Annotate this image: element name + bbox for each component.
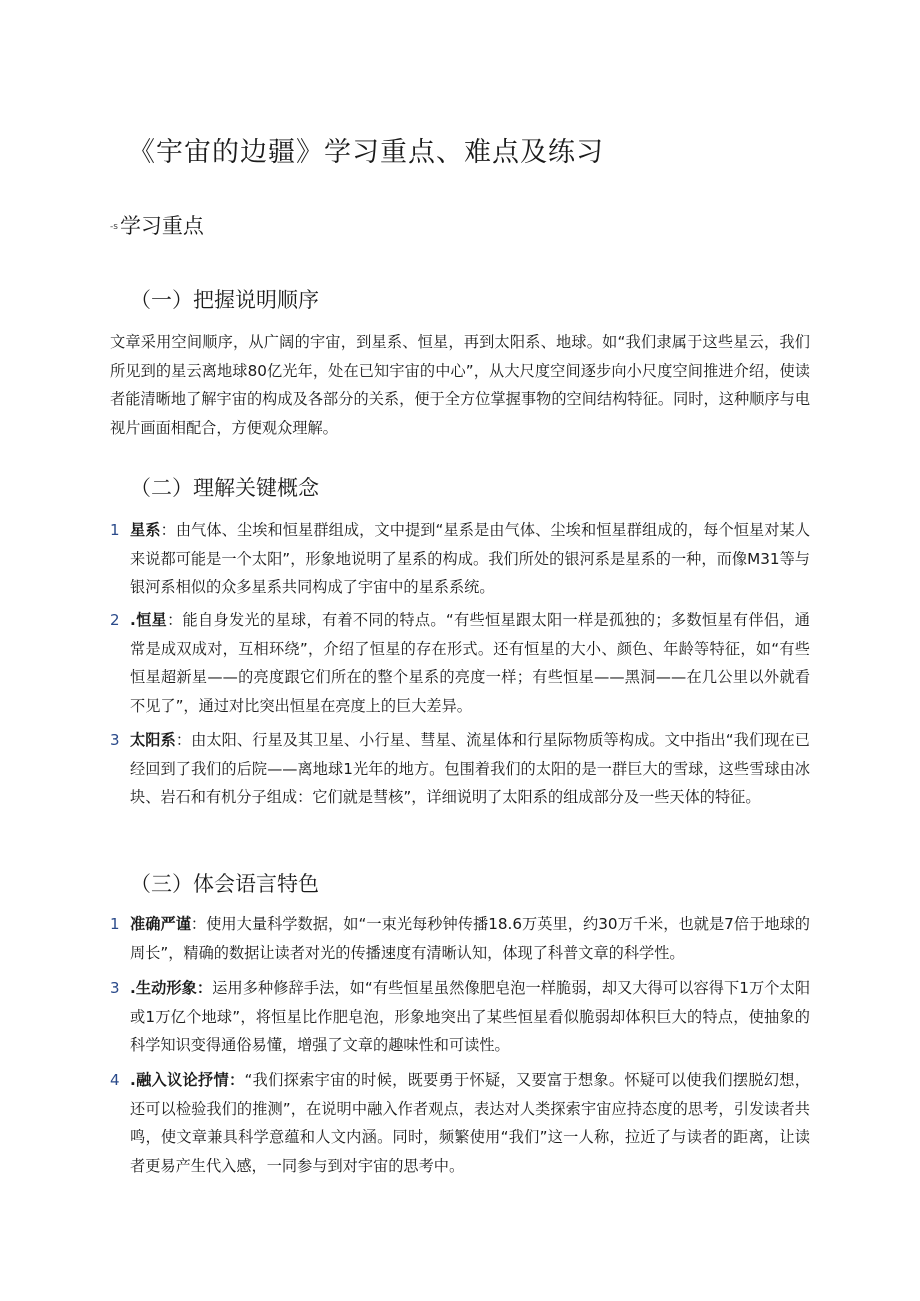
item-text: “我们探索宇宙的时候，既要勇于怀疑，又要富于想象。怀疑可以使我们摆脱幻想，还可以检验我们的推测”，在说明中融入作者观点，表达对人类探索宇宙应持态度的思考，引发读者共鸣，使文章兼具科学意蕴和人文内涵。同时，频繁使用“我们”这一人称，拉近了与读者的距离，让读者更易产生代入感，一同参与到对宇宙的思考中。 (130, 1071, 810, 1175)
subheading-language: （三）体会语言特色 (130, 872, 319, 896)
document-title: 《宇宙的边疆》学习重点、难点及练习 (128, 137, 604, 168)
term-label: 准确严谨 (130, 915, 191, 933)
list-number: 3 (110, 731, 120, 749)
list-item-argument (110, 1066, 810, 1180)
term-label: 太阳系 (130, 731, 176, 749)
section-heading-label: 学习重点 (119, 214, 204, 238)
item-text: ：使用大量科学数据，如“一束光每秒钟传播18.6万英里，约30万千米，也就是7倍于地球的周长”，精确的数据让读者对光的传播速度有清晰认知，体现了科普文章的科学性。 (130, 915, 810, 962)
item-text: ：由气体、尘埃和恒星群组成，文中提到“星系是由气体、尘埃和恒星群组成的，每个恒星对某人来说都可能是一个太阳”，形象地说明了星系的构成。我们所处的银河系是星系的一种，而像M31等与银河系相似的众多星系共同构成了宇宙中的星系系统。 (130, 521, 811, 596)
term-label: 星系 (130, 521, 161, 539)
item-text: ：能自身发光的星球，有着不同的特点。“有些恒星跟太阳一样是孤独的；多数恒星有伴侣，通常是成双成对，互相环绕”，介绍了恒星的存在形式。还有恒星的大小、颜色、年龄等特征，如“有些恒星超新星——的亮度跟它们所在的整个星系的亮度一样；有些恒星——黑洞——在几公里以外就看不见了”，通过对比突出恒星在亮度上的巨大差异。 (130, 611, 810, 715)
list-number: 1 (110, 915, 120, 933)
list-number: 2 (110, 611, 120, 629)
list-item-accuracy (110, 910, 810, 967)
list-item-star (110, 606, 810, 720)
term-label: .融入议论抒情： (130, 1071, 245, 1089)
subheading-concepts: （二）理解关键概念 (130, 476, 319, 500)
paragraph-order: 文章采用空间顺序，从广阔的宇宙，到星系、恒星，再到太阳系、地球。如“我们隶属于这些星云，我们所见到的星云离地球80亿光年，处在已知宇宙的中心”，从大尺度空间逐步向小尺度空间推进介绍，使读者能清晰地了解宇宙的构成及各部分的关系，便于全方位掌握事物的空间结构特征。同时，这种顺序与电视片画面相配合，方便观众理解。 (110, 333, 810, 437)
section-heading-key-points (110, 210, 204, 240)
list-number: 3 (110, 979, 120, 997)
item-text: 运用多种修辞手法，如“有些恒星虽然像肥皂泡一样脆弱，却又大得可以容得下1万个太阳或1万亿个地球”，将恒星比作肥皂泡，形象地突出了某些恒星看似脆弱却体积巨大的特点，使抽象的科学知识变得通俗易懂，增强了文章的趣味性和可读性。 (130, 979, 811, 1054)
list-number: 4 (110, 1071, 120, 1089)
subheading-order: （一）把握说明顺序 (130, 288, 319, 312)
list-item-galaxy (110, 516, 810, 602)
term-label: .恒星 (130, 611, 168, 629)
section-prefix: -s (110, 222, 118, 232)
item-text: ：由太阳、行星及其卫星、小行星、彗星、流星体和行星际物质等构成。文中指出“我们现在已经回到了我们的后院——离地球1光年的地方。包围着我们的太阳的是一群巨大的雪球，这些雪球由冰块、岩石和有机分子组成：它们就是彗核”，详细说明了太阳系的组成部分及一些天体的特征。 (130, 731, 810, 806)
list-item-solar-system (110, 726, 810, 812)
term-label: .生动形象： (130, 979, 213, 997)
list-number: 1 (110, 521, 120, 539)
list-item-vivid (110, 974, 810, 1060)
